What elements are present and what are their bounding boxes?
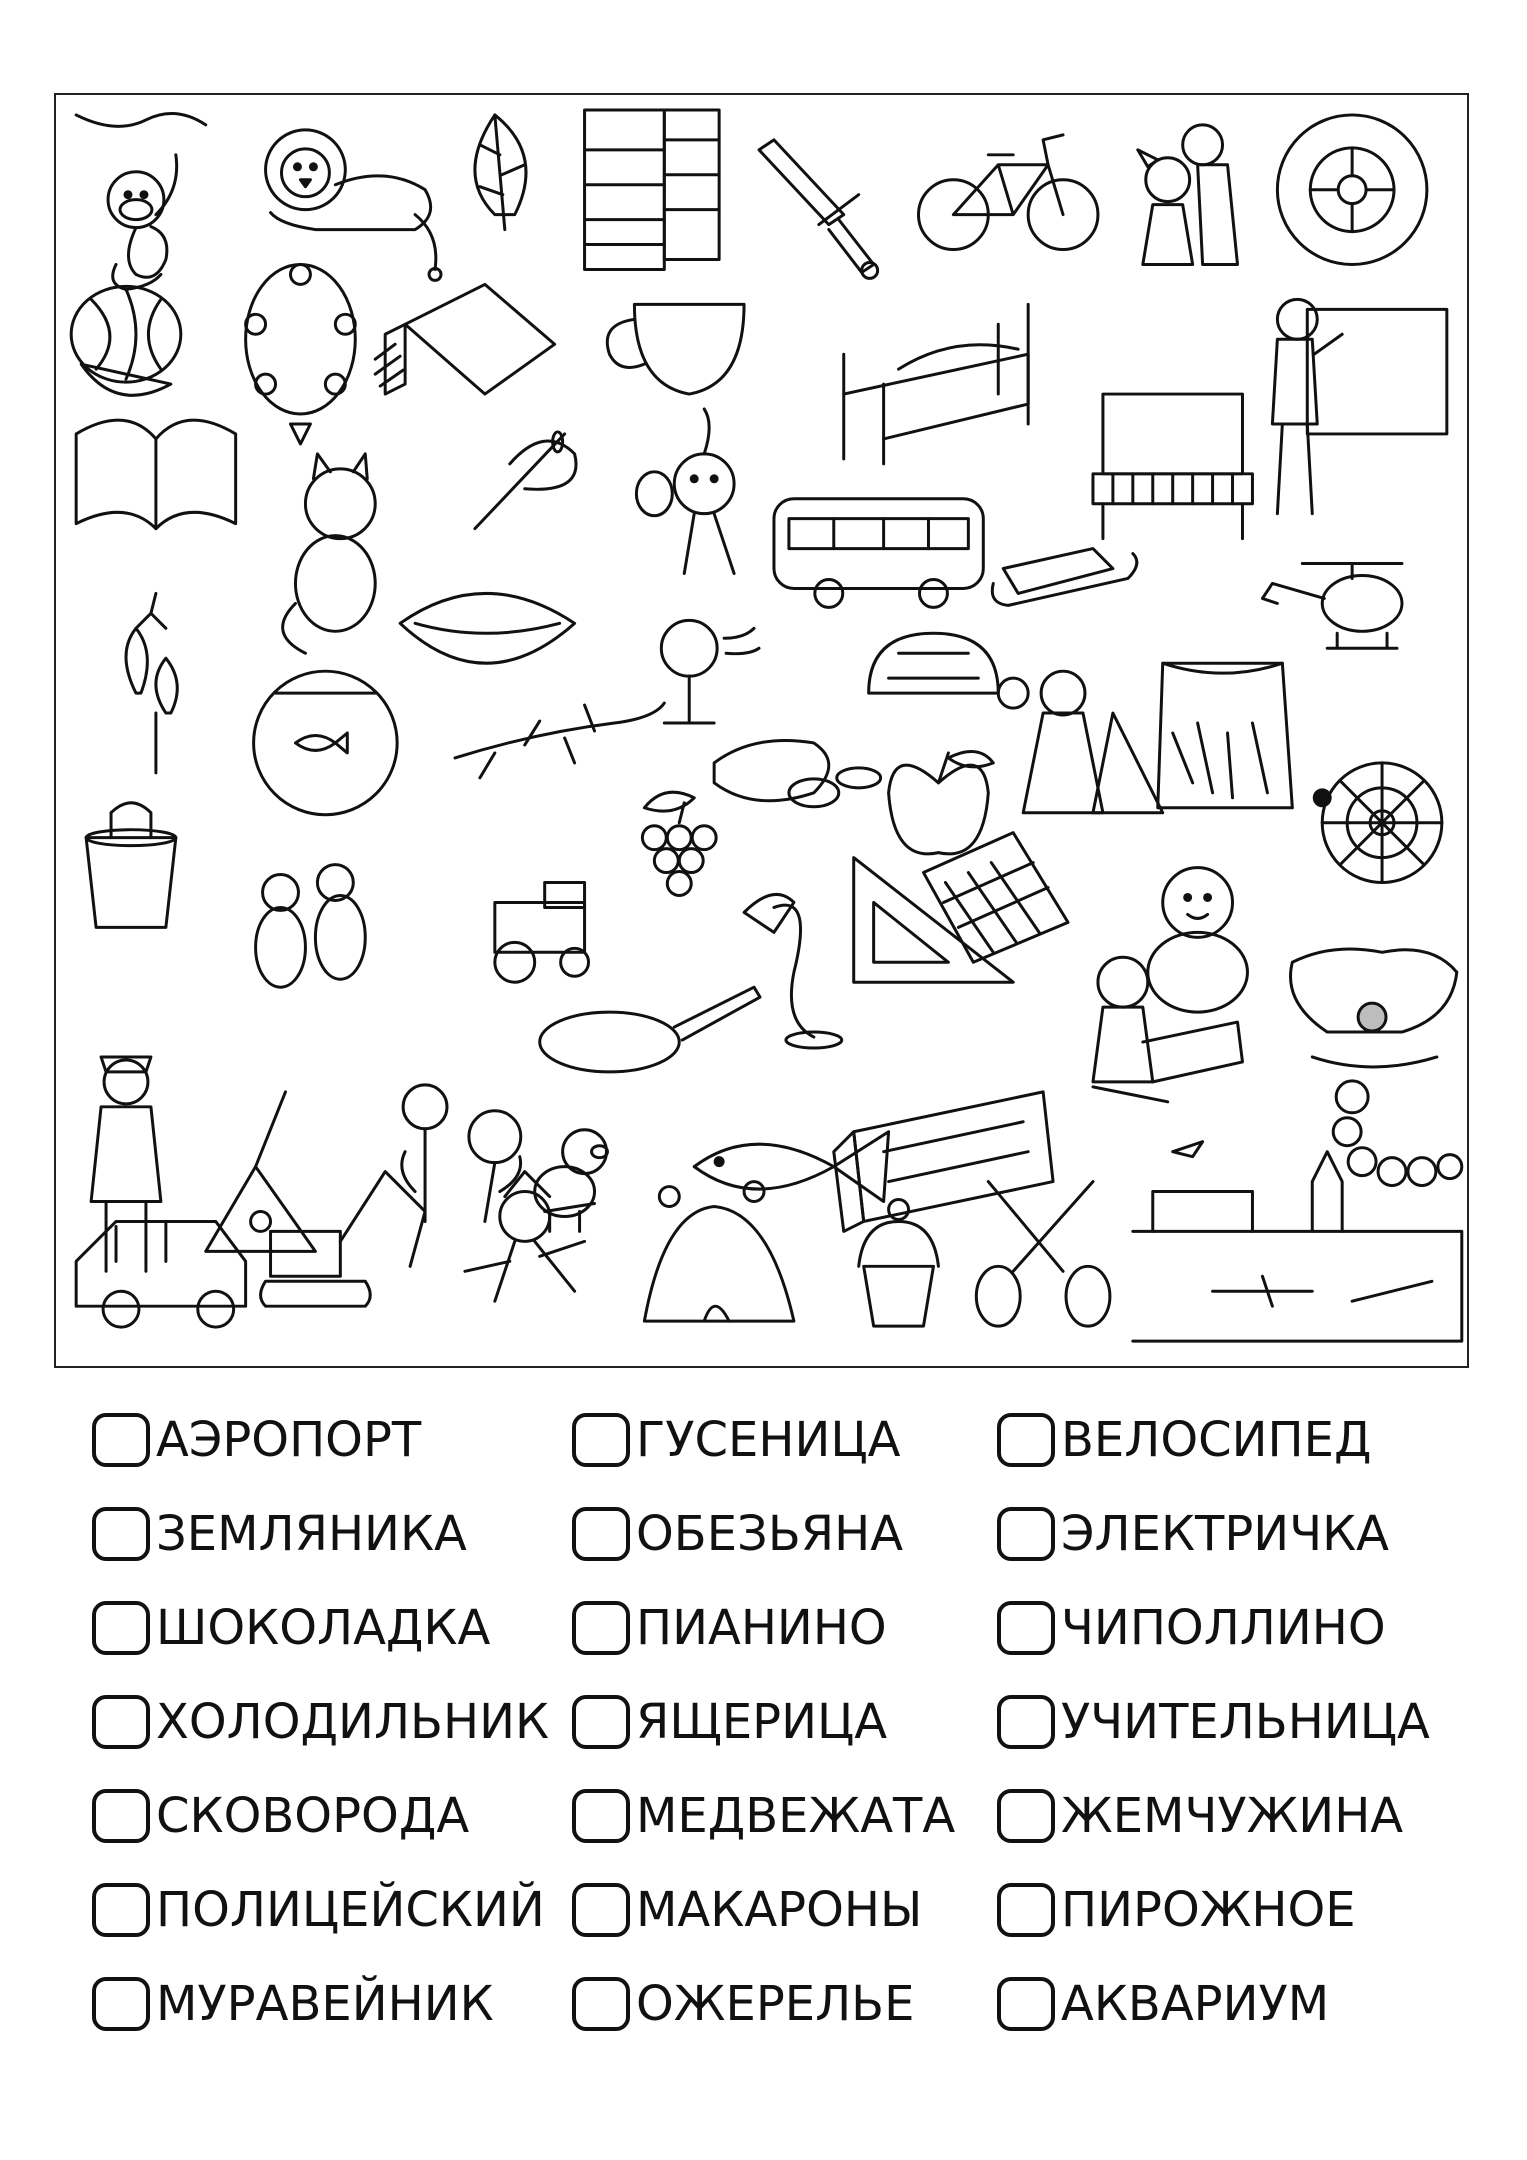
word-label: АКВАРИУМ xyxy=(1061,1976,1330,2032)
book-icon xyxy=(76,420,235,529)
checkbox[interactable] xyxy=(92,1977,150,2031)
word-item[interactable] xyxy=(572,1504,903,1564)
word-label: ПИРОЖНОЕ xyxy=(1061,1882,1356,1938)
word-item[interactable] xyxy=(92,1974,494,2034)
checkbox[interactable] xyxy=(572,1601,630,1655)
checkbox[interactable] xyxy=(572,1789,630,1843)
word-label: ПОЛИЦЕЙСКИЙ xyxy=(156,1882,545,1938)
lips-icon xyxy=(400,593,574,663)
checkbox[interactable] xyxy=(92,1507,150,1561)
checkbox[interactable] xyxy=(997,1883,1055,1937)
word-label: ХОЛОДИЛЬНИК xyxy=(156,1694,550,1750)
word-item[interactable] xyxy=(572,1974,914,2034)
word-checklist xyxy=(92,1410,1472,2070)
anthill-icon xyxy=(644,1182,794,1322)
chocolate-icon xyxy=(923,833,1068,963)
word-item[interactable] xyxy=(997,1692,1430,1752)
word-label: МУРАВЕЙНИК xyxy=(156,1976,494,2032)
cipollino-icon xyxy=(636,409,734,573)
car-icon xyxy=(76,1221,245,1327)
word-item[interactable] xyxy=(997,1504,1389,1564)
balalaika-icon xyxy=(206,1092,316,1251)
bicycle-icon xyxy=(919,135,1098,250)
watermelon-icon xyxy=(71,286,181,395)
piano-icon xyxy=(1093,394,1252,539)
word-label: ЧИПОЛЛИНО xyxy=(1061,1600,1386,1656)
cup-icon xyxy=(607,304,744,394)
dandelion-icon xyxy=(402,1085,521,1222)
sled-icon xyxy=(992,549,1137,606)
word-item[interactable] xyxy=(92,1410,421,1470)
checkbox[interactable] xyxy=(572,1507,630,1561)
word-label: АЭРОПОРТ xyxy=(156,1412,422,1468)
aquarium-icon xyxy=(254,671,398,815)
crayons-icon xyxy=(375,284,554,394)
monkey-icon xyxy=(76,114,206,290)
checkbox[interactable] xyxy=(92,1601,150,1655)
checkbox[interactable] xyxy=(572,1695,630,1749)
word-label: ВЕЛОСИПЕД xyxy=(1061,1412,1372,1468)
word-item[interactable] xyxy=(572,1598,887,1658)
bus-icon xyxy=(774,499,983,608)
caterpillar-icon xyxy=(1333,1081,1462,1186)
airport-icon xyxy=(1133,1142,1462,1341)
schoolgirl-icon xyxy=(1093,957,1243,1102)
word-item[interactable] xyxy=(997,1880,1356,1940)
checkbox[interactable] xyxy=(997,1413,1055,1467)
desk-lamp-icon xyxy=(744,894,842,1048)
word-label: ПИАНИНО xyxy=(636,1600,887,1656)
lizard-icon xyxy=(455,703,664,778)
necklace-icon xyxy=(246,264,356,443)
word-item[interactable] xyxy=(92,1598,490,1658)
pasta-bag-icon xyxy=(1158,663,1293,808)
checkbox[interactable] xyxy=(572,1977,630,2031)
checkbox[interactable] xyxy=(997,1601,1055,1655)
cat-icon xyxy=(283,454,376,653)
hairdresser-icon xyxy=(1138,125,1238,265)
fan-icon xyxy=(661,620,759,723)
checkbox[interactable] xyxy=(997,1695,1055,1749)
sausage-icon xyxy=(714,740,880,806)
word-label: ЗЕМЛЯНИКА xyxy=(156,1506,467,1562)
bucket-icon xyxy=(86,803,176,928)
tire-icon xyxy=(1277,115,1427,265)
checkbox[interactable] xyxy=(92,1789,150,1843)
checkbox[interactable] xyxy=(92,1883,150,1937)
checkbox[interactable] xyxy=(997,1789,1055,1843)
leaf-icon xyxy=(475,115,526,230)
checkbox[interactable] xyxy=(572,1883,630,1937)
word-item[interactable] xyxy=(572,1692,887,1752)
word-label: ЭЛЕКТРИЧКА xyxy=(1061,1506,1390,1562)
word-label: МАКАРОНЫ xyxy=(636,1882,923,1938)
word-item[interactable] xyxy=(572,1786,955,1846)
word-label: ЯЩЕРИЦА xyxy=(636,1694,888,1750)
word-item[interactable] xyxy=(572,1410,900,1470)
apple-icon xyxy=(889,752,994,854)
word-label: ОБЕЗЬЯНА xyxy=(636,1506,904,1562)
train-icon xyxy=(834,1092,1053,1232)
word-item[interactable] xyxy=(92,1880,545,1940)
word-label: УЧИТЕЛЬНИЦА xyxy=(1061,1694,1430,1750)
roly-poly-icon xyxy=(1148,868,1248,1013)
teacher-icon xyxy=(1272,299,1446,513)
lion-icon xyxy=(266,130,441,281)
checkbox[interactable] xyxy=(997,1977,1055,2031)
pinocchio-icon xyxy=(465,1172,595,1302)
turtle-icon xyxy=(869,633,1028,708)
checkbox[interactable] xyxy=(997,1507,1055,1561)
word-item[interactable] xyxy=(92,1692,549,1752)
strawberry-icon xyxy=(126,593,177,772)
word-label: ГУСЕНИЦА xyxy=(636,1412,901,1468)
word-item[interactable] xyxy=(997,1598,1386,1658)
needle-icon xyxy=(475,432,576,529)
word-label: МЕДВЕЖАТА xyxy=(636,1788,956,1844)
frying-pan-icon xyxy=(540,987,760,1072)
word-item[interactable] xyxy=(92,1786,469,1846)
word-item[interactable] xyxy=(997,1410,1371,1470)
refrigerator-icon xyxy=(585,110,720,269)
word-label: ЖЕМЧУЖИНА xyxy=(1061,1788,1404,1844)
policeman-icon xyxy=(91,1057,161,1271)
word-item[interactable] xyxy=(572,1880,922,1940)
word-item[interactable] xyxy=(92,1504,467,1564)
tractor-icon xyxy=(495,883,589,983)
word-label: ОЖЕРЕЛЬЕ xyxy=(636,1976,915,2032)
word-label: ШОКОЛАДКА xyxy=(156,1600,491,1656)
excavator-icon xyxy=(261,1172,425,1307)
checkbox[interactable] xyxy=(572,1413,630,1467)
word-item[interactable] xyxy=(997,1974,1329,2034)
spider-web-icon xyxy=(1314,763,1442,883)
shell-pearl-icon xyxy=(1291,949,1457,1067)
helicopter-icon xyxy=(1262,564,1402,649)
piglet-icon xyxy=(535,1130,608,1232)
word-label: СКОВОРОДА xyxy=(156,1788,470,1844)
checkbox[interactable] xyxy=(92,1413,150,1467)
word-item[interactable] xyxy=(997,1786,1403,1846)
grapes-icon xyxy=(642,792,716,895)
sword-icon xyxy=(759,140,878,279)
checkbox[interactable] xyxy=(92,1695,150,1749)
picture-frame xyxy=(54,93,1469,1368)
ruler-triangle-icon xyxy=(854,858,1013,983)
bed-icon xyxy=(844,304,1028,463)
scissors-icon xyxy=(976,1182,1110,1327)
snow-maiden-icon xyxy=(1023,671,1163,813)
bear-cubs-icon xyxy=(256,865,366,988)
